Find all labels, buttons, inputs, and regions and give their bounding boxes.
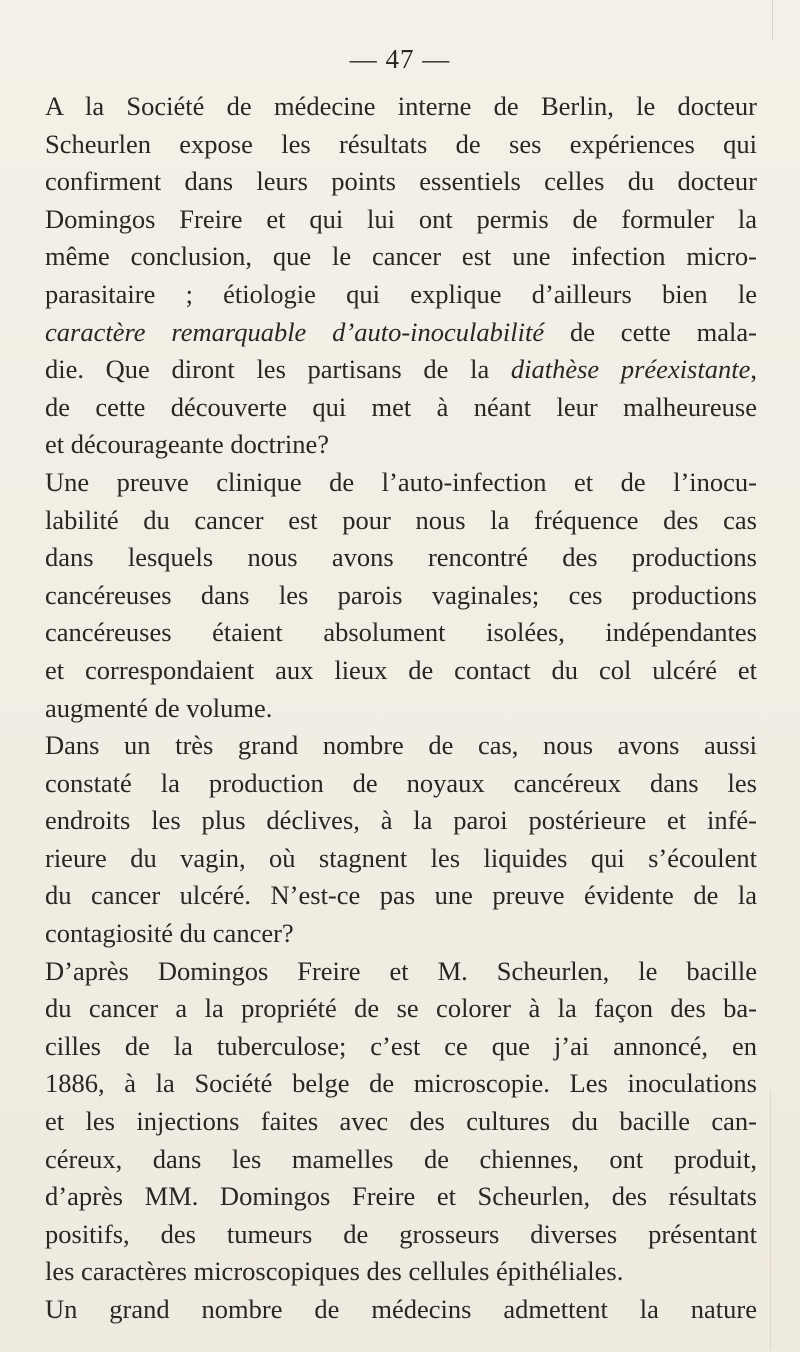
text-line: parasitaire ; étiologie qui explique d’ailleurs bien le — [45, 278, 757, 309]
text-line: cilles de la tuberculose; c’est ce que j’ai annoncé, en — [45, 1030, 757, 1061]
text-line: endroits les plus déclives, à la paroi postérieure et infé- — [45, 805, 757, 836]
paragraph-2 — [45, 464, 757, 727]
text-line-mixed — [45, 314, 757, 352]
text-line: Scheurlen expose les résultats de ses expériences qui — [45, 128, 757, 159]
text-line: les caractères microscopiques des cellules épithéliales. — [45, 1256, 624, 1287]
text-line: A la Société de médecine interne de Berlin, le docteur — [45, 91, 757, 121]
page-number: — 47 — — [349, 44, 451, 74]
text-line: cancéreuses étaient absolument isolées, indépendantes — [45, 617, 757, 648]
paragraph-3 — [45, 727, 757, 953]
text-line: positifs, des tumeurs de grosseurs diverses présentant — [45, 1218, 757, 1249]
text-line: d’après MM. Domingos Freire et Scheurlen, des résultats — [45, 1181, 757, 1212]
text-line: Un grand nombre de médecins admettent la nature — [45, 1294, 757, 1324]
text-line: rieure du vagin, où stagnent les liquides qui s’écoulent — [45, 842, 757, 873]
text-line: Domingos Freire et qui lui ont permis de formuler la — [45, 203, 757, 234]
paragraph-4 — [45, 953, 757, 1291]
text-line: dans lesquels nous avons rencontré des productions — [45, 542, 757, 573]
text-line: cancéreuses dans les parois vaginales; ces productions — [45, 579, 757, 610]
text-segment: die. Que diront les partisans de la — [45, 354, 511, 385]
text-segment: , — [750, 354, 757, 385]
paragraph-5 — [45, 1291, 757, 1329]
text-line-mixed — [45, 351, 757, 389]
text-line: Dans un très grand nombre de cas, nous avons aussi — [45, 730, 757, 761]
text-line: du cancer a la propriété de se colorer à la façon des ba- — [45, 993, 757, 1024]
text-line: même conclusion, que le cancer est une infection micro- — [45, 241, 757, 272]
text-line: et correspondaient aux lieux de contact du col ulcéré et — [45, 654, 757, 685]
italic-phrase: caractère remarquable d’auto-inoculabilité — [45, 316, 545, 347]
text-line: confirment dans leurs points essentiels celles du docteur — [45, 166, 757, 197]
text-line: et les injections faites avec des cultures du bacille can- — [45, 1106, 757, 1137]
italic-phrase: diathèse préexistante — [510, 354, 751, 385]
text-line: contagiosité du cancer? — [45, 918, 294, 949]
text-line: labilité du cancer est pour nous la fréquence des cas — [45, 504, 757, 535]
text-segment: de cette mala- — [544, 316, 757, 347]
text-line: Une preuve clinique de l’auto-infection et de l’inocu- — [45, 466, 757, 497]
scan-artifact-line — [772, 0, 773, 40]
paragraph-1 — [45, 88, 757, 464]
document-body — [45, 88, 757, 1329]
text-line: de cette découverte qui met à néant leur malheureuse — [45, 391, 757, 422]
text-line: augmenté de volume. — [45, 692, 273, 723]
text-line: et décourageante doctrine? — [45, 429, 329, 460]
text-line: céreux, dans les mamelles de chiennes, ont produit, — [45, 1143, 757, 1174]
text-line: 1886, à la Société belge de microscopie. Les inoculations — [45, 1068, 757, 1099]
text-line: du cancer ulcéré. N’est-ce pas une preuve évidente de la — [45, 880, 757, 911]
text-line: D’après Domingos Freire et M. Scheurlen, le bacille — [45, 955, 757, 986]
scan-artifact-line — [770, 1090, 771, 1350]
text-line: constaté la production de noyaux cancéreux dans les — [45, 767, 757, 798]
